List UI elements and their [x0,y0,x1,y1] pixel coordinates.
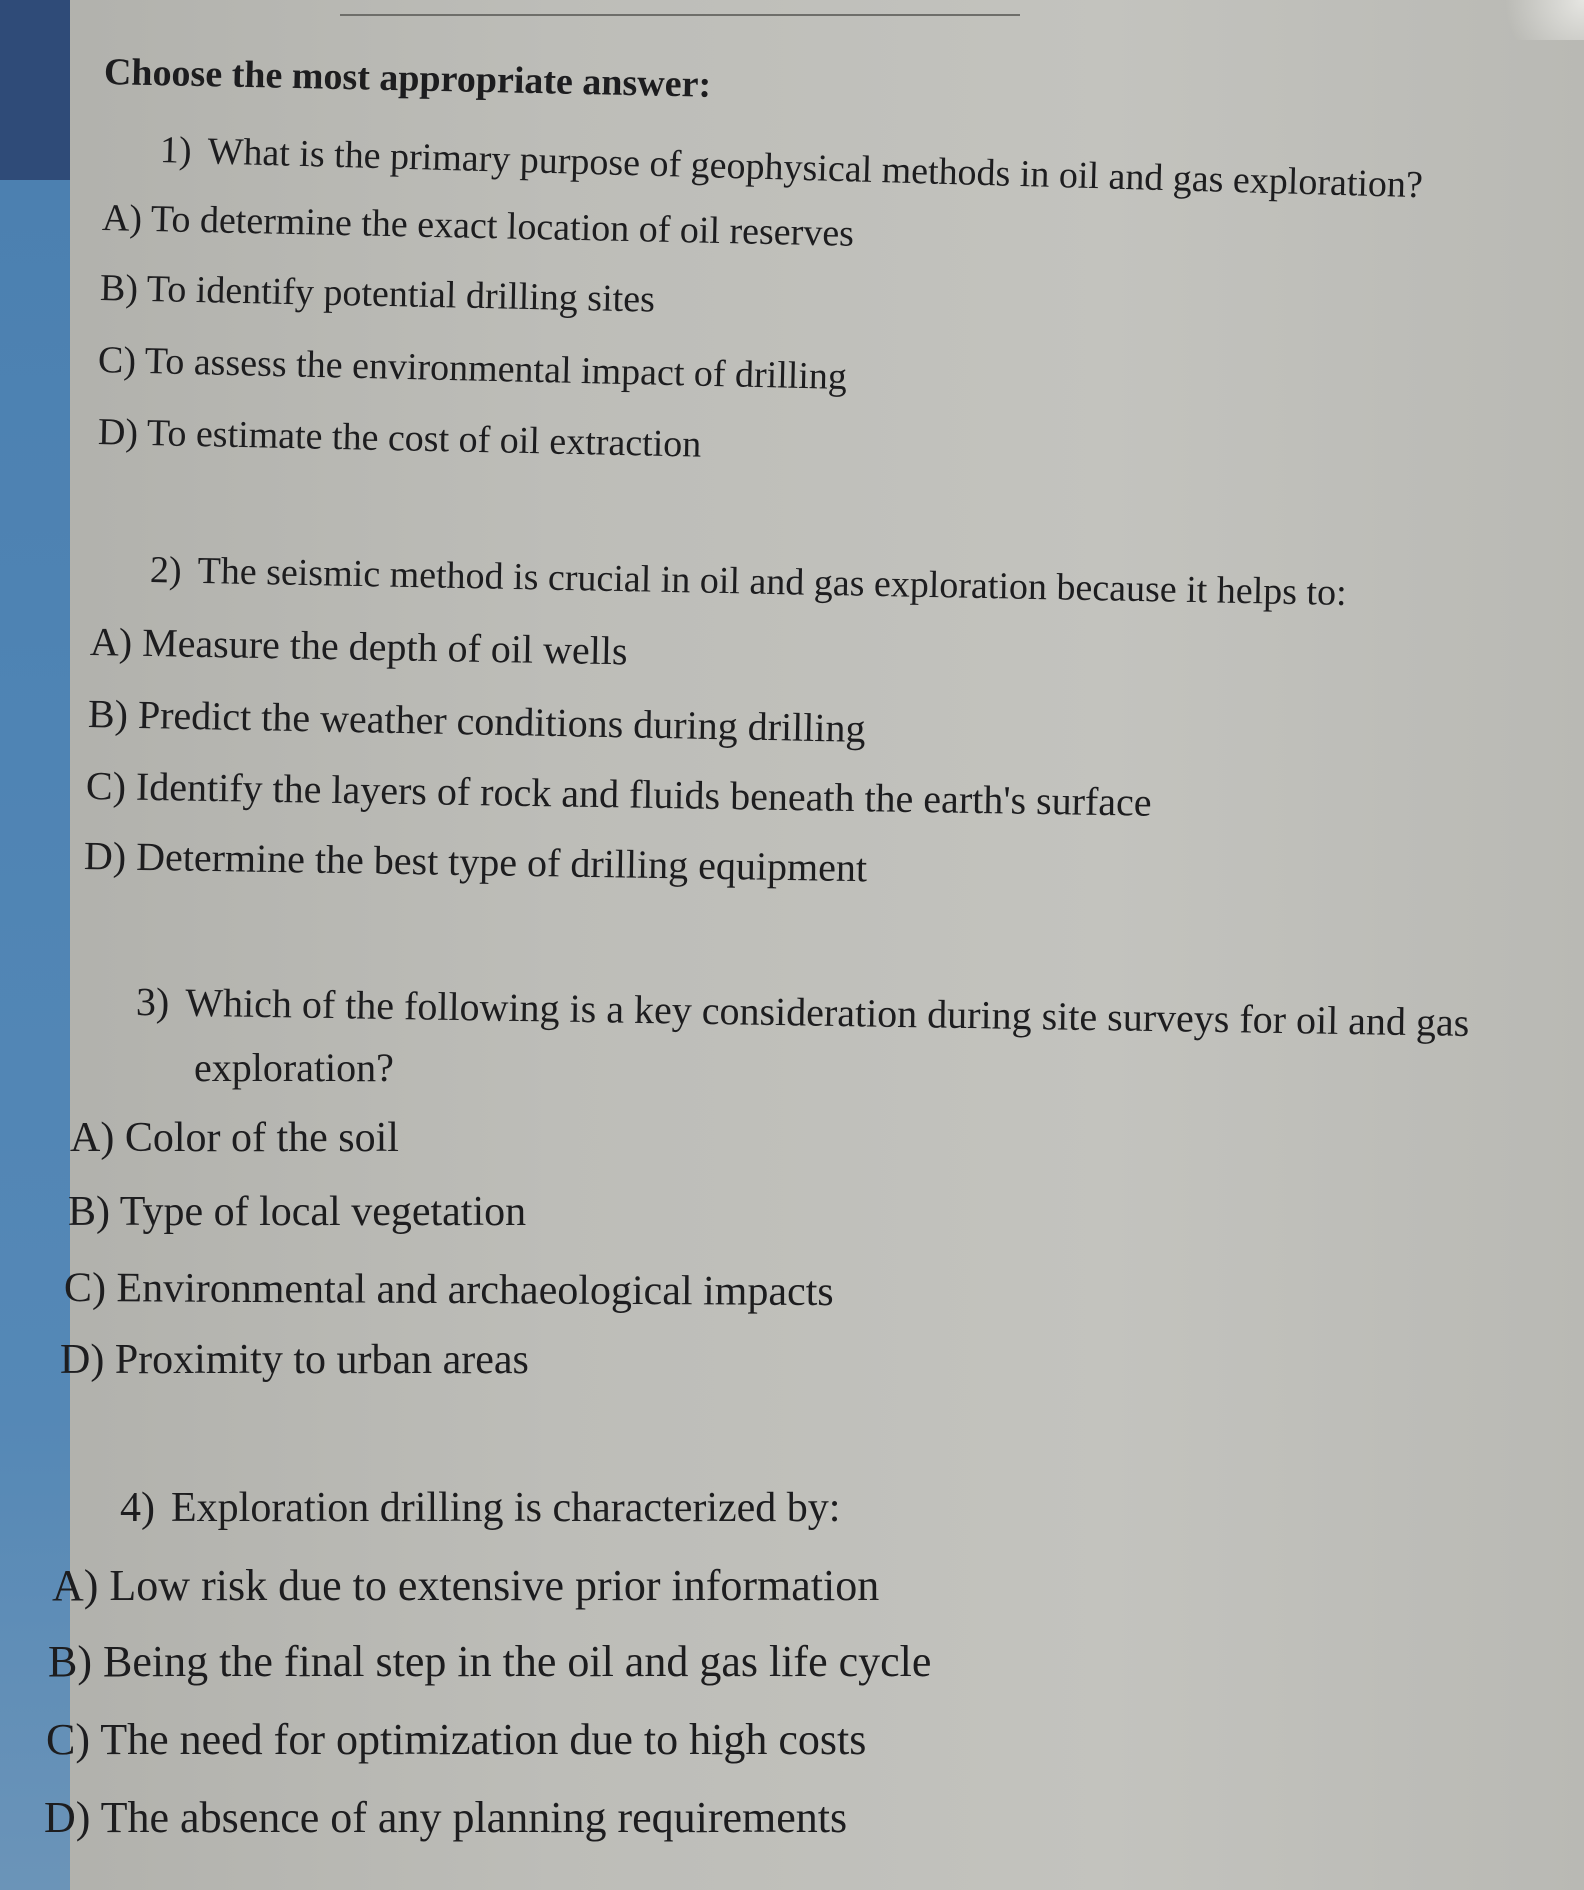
question-number: 2) [149,549,183,592]
question-2 [150,548,1347,615]
question-text: Which of the following is a key consideration during site surveys for oil and gas [184,979,1470,1045]
instruction-heading: Choose the most appropriate answer: [103,51,712,106]
question-1-option-b: B) To identify potential drilling sites [99,267,656,321]
question-4-option-a: A) Low risk due to extensive prior information [52,1561,880,1610]
question-number: 4) [120,1485,155,1531]
question-3-continuation: exploration? [194,1045,394,1090]
question-2-option-a: A) Measure the depth of oil wells [89,619,628,674]
question-4-option-b: B) Being the final step in the oil and gas life cycle [48,1637,932,1686]
question-1 [159,128,1423,207]
question-text: What is the primary purpose of geophysical methods in oil and gas exploration? [207,130,1424,207]
question-4-option-c: C) The need for optimization due to high costs [46,1715,867,1764]
question-text: The seismic method is crucial in oil and gas exploration because it helps to: [197,549,1348,614]
question-number: 1) [159,129,193,172]
question-3 [136,978,1470,1046]
question-number: 3) [135,979,170,1025]
question-1-option-d: D) To estimate the cost of oil extraction [97,411,702,466]
question-4-option-d: D) The absence of any planning requirements [44,1793,848,1842]
question-2-option-c: C) Identify the layers of rock and fluids beneath the earth's surface [85,763,1152,825]
question-1-option-a: A) To determine the exact location of oil reserves [101,197,855,255]
question-2-option-b: B) Predict the weather conditions during drilling [87,691,866,751]
question-3-option-c: C) Environmental and archaeological impacts [63,1265,834,1316]
question-3-option-b: B) Type of local vegetation [68,1189,527,1235]
question-3-option-a: A) Color of the soil [70,1115,399,1161]
question-3-option-d: D) Proximity to urban areas [60,1337,529,1383]
question-text: Exploration drilling is characterized by: [171,1485,841,1531]
question-4 [120,1484,840,1532]
question-1-option-c: C) To assess the environmental impact of drilling [97,339,848,398]
question-2-option-d: D) Determine the best type of drilling equipment [83,833,868,891]
